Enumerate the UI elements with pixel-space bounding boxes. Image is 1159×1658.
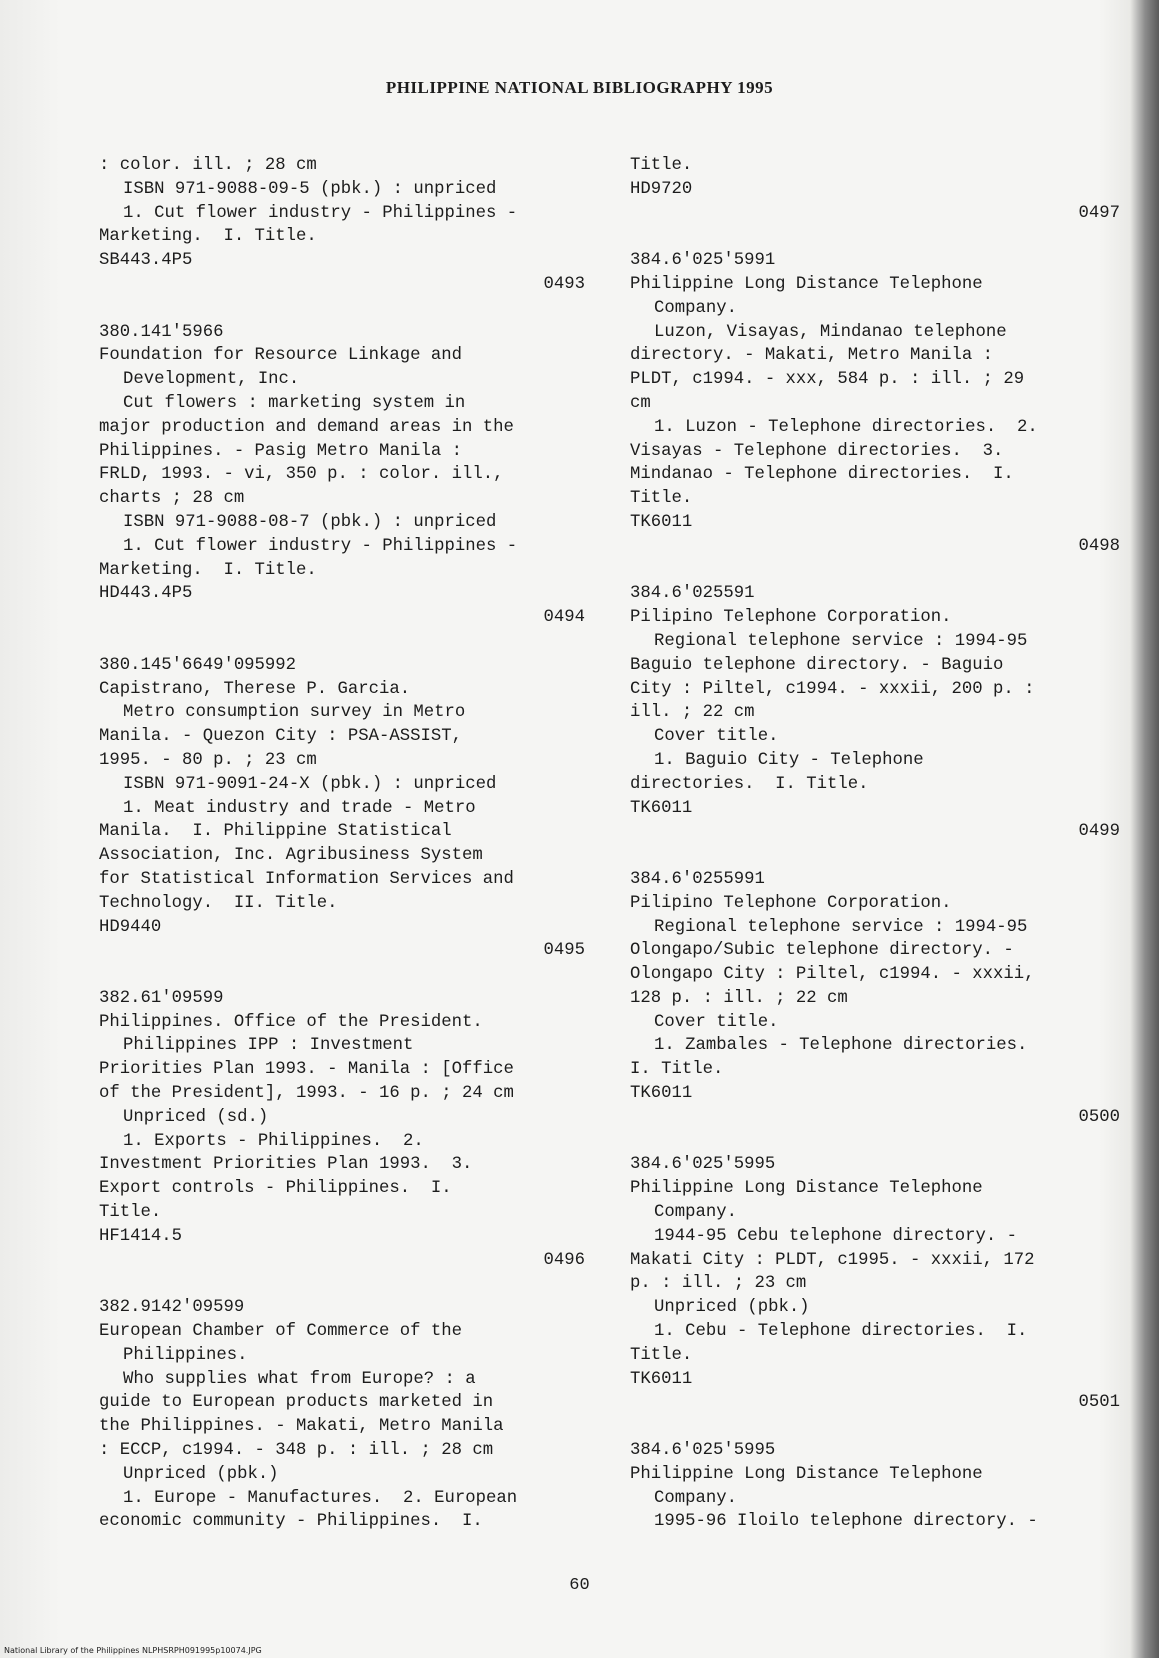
text-line: 384.6'0255991 bbox=[630, 869, 765, 889]
text-line: Metro consumption survey in Metro bbox=[123, 703, 466, 723]
text-line bbox=[99, 630, 585, 654]
text-line: Development, Inc. bbox=[123, 370, 300, 390]
text-line: Investment Priorities Plan 1993. 3. bbox=[99, 1155, 473, 1175]
text-line: 1. Europe - Manufactures. 2. European bbox=[123, 1488, 518, 1508]
text-line: Baguio telephone directory. - Baguio bbox=[630, 655, 1004, 675]
text-line: TK6011 bbox=[630, 1369, 693, 1389]
entry-number: 0499 bbox=[1078, 822, 1120, 842]
text-line: Pilipino Telephone Corporation. bbox=[630, 608, 952, 628]
text-line: charts ; 28 cm bbox=[99, 489, 245, 509]
text-line bbox=[99, 297, 585, 321]
text-line: I. Title. bbox=[630, 1060, 724, 1080]
text-line: Regional telephone service : 1994-95 bbox=[654, 631, 1028, 651]
text-line: Association, Inc. Agribusiness System bbox=[99, 846, 483, 866]
text-line: Philippines. - Pasig Metro Manila : bbox=[99, 441, 462, 461]
text-line: Unpriced (pbk.) bbox=[123, 1464, 279, 1484]
text-line: 382.9142'09599 bbox=[99, 1298, 245, 1318]
text-line: Philippines IPP : Investment bbox=[123, 1036, 414, 1056]
text-line: 1. Meat industry and trade - Metro bbox=[123, 798, 476, 818]
text-line: Title. bbox=[99, 1203, 162, 1223]
text-line: Olongapo/Subic telephone directory. - bbox=[630, 941, 1014, 961]
text-line: 384.6'025'5995 bbox=[630, 1155, 776, 1175]
text-line: Company. bbox=[654, 1203, 737, 1223]
text-line: cm bbox=[630, 393, 651, 413]
text-line: p. : ill. ; 23 cm bbox=[630, 1274, 807, 1294]
text-line: Makati City : PLDT, c1995. - xxxii, 172 bbox=[630, 1250, 1035, 1270]
text-line: 1. Baguio City - Telephone bbox=[654, 750, 924, 770]
text-line: directory. - Makati, Metro Manila : bbox=[630, 346, 993, 366]
text-line: HF1414.5 bbox=[99, 1226, 182, 1246]
scan-footer: National Library of the Philippines NLPHSRPH091995p10074.JPG bbox=[4, 1646, 262, 1655]
text-line: : color. ill. ; 28 cm bbox=[99, 156, 317, 175]
text-line: 128 p. : ill. ; 22 cm bbox=[630, 988, 848, 1008]
text-line: Marketing. I. Title. bbox=[99, 227, 317, 247]
text-line: 380.141'5966 bbox=[99, 322, 224, 342]
page-number: 60 bbox=[569, 1576, 590, 1595]
text-line: Title. bbox=[630, 1345, 693, 1365]
text-line: 1. Cebu - Telephone directories. I. bbox=[654, 1322, 1028, 1342]
text-line: City : Piltel, c1994. - xxxii, 200 p. : bbox=[630, 679, 1035, 699]
text-line: 1995. - 80 p. ; 23 cm bbox=[99, 750, 317, 770]
text-line: 384.6'025'5995 bbox=[630, 1441, 776, 1461]
text-line: 384.6'025591 bbox=[630, 584, 755, 604]
text-line: 1. Cut flower industry - Philippines - bbox=[123, 536, 518, 556]
text-line: 1. Luzon - Telephone directories. 2. bbox=[654, 417, 1038, 437]
text-line: ISBN 971-9088-09-5 (pbk.) : unpriced bbox=[123, 179, 497, 199]
text-line: Cover title. bbox=[654, 1012, 779, 1032]
entry-number: 0494 bbox=[543, 608, 585, 628]
text-line bbox=[630, 225, 1120, 249]
page-header: PHILIPPINE NATIONAL BIBLIOGRAPHY 1995 bbox=[385, 78, 774, 97]
text-line: the Philippines. - Makati, Metro Manila bbox=[99, 1417, 504, 1437]
text-line: of the President], 1993. - 16 p. ; 24 cm bbox=[99, 1084, 514, 1104]
left-column bbox=[99, 154, 585, 1534]
text-line: Cover title. bbox=[654, 727, 779, 747]
text-line: Luzon, Visayas, Mindanao telephone bbox=[654, 322, 1007, 342]
text-line: : ECCP, c1994. - 348 p. : ill. ; 28 cm bbox=[99, 1441, 494, 1461]
entry-number: 0498 bbox=[1078, 536, 1120, 556]
text-line: Visayas - Telephone directories. 3. bbox=[630, 441, 1004, 461]
text-line: HD9720 bbox=[630, 179, 693, 199]
entry-number: 0497 bbox=[1078, 203, 1120, 223]
text-line: Title. bbox=[630, 489, 693, 509]
text-line: Philippine Long Distance Telephone bbox=[630, 1179, 983, 1199]
text-line: Pilipino Telephone Corporation. bbox=[630, 893, 952, 913]
text-line: ISBN 971-9091-24-X (pbk.) : unpriced bbox=[123, 774, 497, 794]
text-line: Cut flowers : marketing system in bbox=[123, 393, 466, 413]
text-line: Mindanao - Telephone directories. I. bbox=[630, 465, 1014, 485]
text-line: PLDT, c1994. - xxx, 584 p. : ill. ; 29 bbox=[630, 370, 1025, 390]
text-line: major production and demand areas in the bbox=[99, 417, 514, 437]
text-line: Unpriced (pbk.) bbox=[654, 1298, 810, 1318]
text-line: SB443.4P5 bbox=[99, 251, 193, 271]
text-line: Technology. II. Title. bbox=[99, 893, 338, 913]
text-line: ISBN 971-9088-08-7 (pbk.) : unpriced bbox=[123, 512, 497, 532]
text-line: Philippine Long Distance Telephone bbox=[630, 1464, 983, 1484]
text-line: Company. bbox=[654, 1488, 737, 1508]
text-line: Who supplies what from Europe? : a bbox=[123, 1369, 476, 1389]
entry-number: 0493 bbox=[543, 274, 585, 294]
text-line: 384.6'025'5991 bbox=[630, 251, 776, 271]
text-line bbox=[99, 963, 585, 987]
text-line bbox=[99, 1272, 585, 1296]
text-line: Priorities Plan 1993. - Manila : [Office bbox=[99, 1060, 514, 1080]
text-line: 1. Exports - Philippines. 2. bbox=[123, 1131, 424, 1151]
text-line: TK6011 bbox=[630, 798, 693, 818]
text-line bbox=[630, 559, 1120, 583]
text-line: FRLD, 1993. - vi, 350 p. : color. ill., bbox=[99, 465, 504, 485]
text-line: Capistrano, Therese P. Garcia. bbox=[99, 679, 411, 699]
text-line: for Statistical Information Services and bbox=[99, 869, 514, 889]
entry-number: 0500 bbox=[1078, 1107, 1120, 1127]
text-line: ill. ; 22 cm bbox=[630, 703, 755, 723]
text-line: Regional telephone service : 1994-95 bbox=[654, 917, 1028, 937]
text-line: TK6011 bbox=[630, 512, 693, 532]
text-line: European Chamber of Commerce of the bbox=[99, 1322, 462, 1342]
text-line: directories. I. Title. bbox=[630, 774, 869, 794]
text-line bbox=[630, 844, 1120, 868]
text-line: Unpriced (sd.) bbox=[123, 1107, 269, 1127]
text-line: Manila. - Quezon City : PSA-ASSIST, bbox=[99, 727, 462, 747]
text-line: 1995-96 Iloilo telephone directory. - bbox=[654, 1512, 1038, 1532]
text-line: 1944-95 Cebu telephone directory. - bbox=[654, 1226, 1017, 1246]
right-column bbox=[630, 154, 1120, 1534]
text-line: Marketing. I. Title. bbox=[99, 560, 317, 580]
text-line: guide to European products marketed in bbox=[99, 1393, 494, 1413]
entry-number: 0496 bbox=[543, 1250, 585, 1270]
text-line: Title. bbox=[630, 156, 693, 175]
text-line: 1. Zambales - Telephone directories. bbox=[654, 1036, 1028, 1056]
text-line: economic community - Philippines. I. bbox=[99, 1512, 483, 1532]
text-line: Export controls - Philippines. I. bbox=[99, 1179, 452, 1199]
text-line: Philippines. bbox=[123, 1345, 248, 1365]
text-line bbox=[630, 1415, 1120, 1439]
entry-number: 0501 bbox=[1078, 1393, 1120, 1413]
text-line: Manila. I. Philippine Statistical bbox=[99, 822, 452, 842]
text-line: 382.61'09599 bbox=[99, 988, 224, 1008]
text-line: HD9440 bbox=[99, 917, 162, 937]
entry-number: 0495 bbox=[543, 941, 585, 961]
text-line: 380.145'6649'095992 bbox=[99, 655, 297, 675]
text-line: Olongapo City : Piltel, c1994. - xxxii, bbox=[630, 965, 1035, 985]
text-line: Company. bbox=[654, 298, 737, 318]
text-line: 1. Cut flower industry - Philippines - bbox=[123, 203, 518, 223]
text-line: HD443.4P5 bbox=[99, 584, 193, 604]
text-line: Philippines. Office of the President. bbox=[99, 1012, 483, 1032]
text-line: TK6011 bbox=[630, 1084, 693, 1104]
text-line bbox=[630, 1130, 1120, 1154]
text-line: Foundation for Resource Linkage and bbox=[99, 346, 462, 366]
text-line: Philippine Long Distance Telephone bbox=[630, 274, 983, 294]
